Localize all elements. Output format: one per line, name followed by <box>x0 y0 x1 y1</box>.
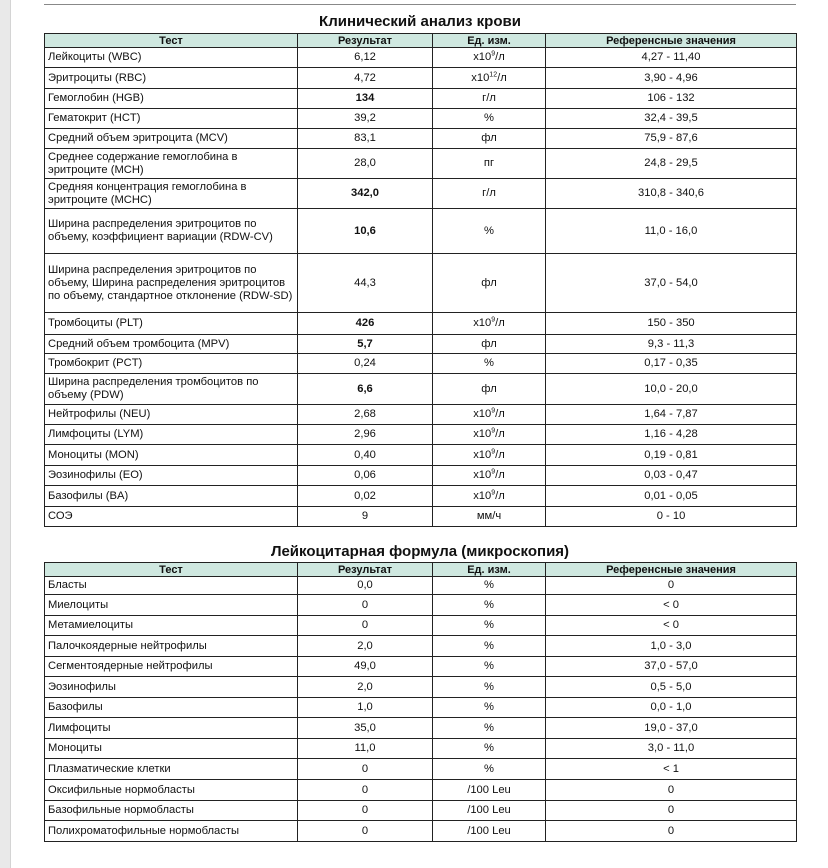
reference-range: 0 - 10 <box>546 507 797 527</box>
result-value: 0 <box>298 595 433 616</box>
table-row <box>45 129 797 149</box>
reference-range: 1,16 - 4,28 <box>546 425 797 445</box>
test-name: Эозинофилы (EO) <box>45 466 298 486</box>
result-value: 134 <box>298 89 433 109</box>
leukogram-table <box>44 562 797 842</box>
reference-range: 3,90 - 4,96 <box>546 68 797 89</box>
unit-tail: /л <box>497 71 507 84</box>
unit <box>433 405 546 425</box>
unit-base: % <box>484 357 494 369</box>
table-row <box>45 718 797 739</box>
result-value: 0 <box>298 616 433 636</box>
result-value: 0,02 <box>298 486 433 507</box>
result-value: 49,0 <box>298 657 433 677</box>
table-row <box>45 313 797 335</box>
result-value: 6,6 <box>298 374 433 405</box>
reference-range: 1,0 - 3,0 <box>546 636 797 657</box>
test-name: Базофильные нормобласты <box>45 801 298 821</box>
test-name: СОЭ <box>45 507 298 527</box>
result-value: 0 <box>298 759 433 780</box>
reference-range: 4,27 - 11,40 <box>546 48 797 68</box>
test-name: Ширина распределения эритроцитов по объему, коэффициент вариации (RDW-CV) <box>45 209 298 254</box>
unit <box>433 425 546 445</box>
test-name: Бласты <box>45 577 298 595</box>
header-result: Результат <box>298 563 433 577</box>
test-name: Полихроматофильные нормобласты <box>45 821 298 842</box>
result-value: 44,3 <box>298 254 433 313</box>
result-value: 2,96 <box>298 425 433 445</box>
reference-range: < 0 <box>546 595 797 616</box>
unit-base: /100 Leu <box>467 783 511 796</box>
section-title-leukogram: Лейкоцитарная формула (микроскопия) <box>270 543 570 560</box>
unit <box>433 354 546 374</box>
result-value: 35,0 <box>298 718 433 739</box>
unit <box>433 486 546 507</box>
result-value: 11,0 <box>298 739 433 759</box>
unit <box>433 698 546 718</box>
test-name: Нейтрофилы (NEU) <box>45 405 298 425</box>
test-name: Средний объем тромбоцита (MPV) <box>45 335 298 354</box>
reference-range: 0 <box>546 821 797 842</box>
unit <box>433 89 546 109</box>
reference-range: 0,0 - 1,0 <box>546 698 797 718</box>
header-test: Тест <box>45 563 298 577</box>
table-row <box>45 739 797 759</box>
test-name: Оксифильные нормобласты <box>45 780 298 801</box>
unit-exponent: 9 <box>491 447 496 455</box>
unit <box>433 68 546 89</box>
reference-range: 24,8 - 29,5 <box>546 149 797 179</box>
test-name: Гематокрит (HCT) <box>45 109 298 129</box>
table-row <box>45 89 797 109</box>
unit <box>433 821 546 842</box>
section-title-cbc: Клинический анализ крови <box>319 13 521 30</box>
unit-base: /100 Leu <box>467 804 511 816</box>
reference-range: 9,3 - 11,3 <box>546 335 797 354</box>
unit-tail: /л <box>495 317 505 329</box>
unit-exponent: 9 <box>491 50 496 58</box>
result-value: 1,0 <box>298 698 433 718</box>
result-value: 83,1 <box>298 129 433 149</box>
test-name: Гемоглобин (HGB) <box>45 89 298 109</box>
result-value: 2,68 <box>298 405 433 425</box>
header-reference: Референсные значения <box>546 34 797 48</box>
unit-base: % <box>484 639 494 652</box>
unit <box>433 335 546 354</box>
unit <box>433 677 546 698</box>
unit-base: пг <box>483 157 495 169</box>
result-value: 0,40 <box>298 445 433 466</box>
unit-base: % <box>484 680 494 693</box>
unit-base: % <box>484 742 494 754</box>
reference-range: < 1 <box>546 759 797 780</box>
unit-base: x10 <box>473 51 492 63</box>
unit <box>433 48 546 68</box>
unit-base: % <box>484 762 494 775</box>
result-value: 0,06 <box>298 466 433 486</box>
test-name: Среднее содержание гемоглобина в эритроците (MCH) <box>45 149 298 179</box>
table-row <box>45 486 797 507</box>
unit-base: % <box>484 579 494 591</box>
unit-base: /100 Leu <box>467 824 511 837</box>
reference-range: 0,19 - 0,81 <box>546 445 797 466</box>
unit-tail: /л <box>495 448 505 461</box>
table-row <box>45 254 797 313</box>
result-value: 0 <box>298 801 433 821</box>
unit <box>433 780 546 801</box>
unit <box>433 718 546 739</box>
unit <box>433 179 546 209</box>
test-name: Средний объем эритроцита (MCV) <box>45 129 298 149</box>
reference-range: 32,4 - 39,5 <box>546 109 797 129</box>
unit <box>433 636 546 657</box>
unit-base: % <box>484 660 494 672</box>
test-name: Миелоциты <box>45 595 298 616</box>
unit-base: фл <box>481 382 497 395</box>
table-row <box>45 821 797 842</box>
result-value: 0,0 <box>298 577 433 595</box>
test-name: Лейкоциты (WBC) <box>45 48 298 68</box>
reference-range: 106 - 132 <box>546 89 797 109</box>
unit-base: x10 <box>473 489 492 502</box>
unit-exponent: 9 <box>491 407 496 415</box>
unit-base: г/л <box>482 92 496 104</box>
test-name: Лимфоциты (LYM) <box>45 425 298 445</box>
table-row <box>45 354 797 374</box>
reference-range: 3,0 - 11,0 <box>546 739 797 759</box>
table-row <box>45 445 797 466</box>
result-value: 10,6 <box>298 209 433 254</box>
unit-base: % <box>484 721 494 734</box>
unit-tail: /л <box>495 51 505 63</box>
reference-range: 10,0 - 20,0 <box>546 374 797 405</box>
test-name: Базофилы <box>45 698 298 718</box>
cbc-table <box>44 33 797 527</box>
table-row <box>45 374 797 405</box>
unit-exponent: 9 <box>491 427 496 435</box>
table-row <box>45 466 797 486</box>
unit-exponent: 9 <box>491 468 496 476</box>
reference-range: 0 <box>546 780 797 801</box>
unit-base: г/л <box>482 187 496 199</box>
unit <box>433 254 546 313</box>
unit-tail: /л <box>495 408 505 420</box>
reference-range: 0,5 - 5,0 <box>546 677 797 698</box>
table-row <box>45 405 797 425</box>
unit-base: % <box>484 701 494 713</box>
unit-base: x10 <box>473 469 492 481</box>
unit-tail: /л <box>495 489 505 502</box>
header-unit: Ед. изм. <box>433 34 546 48</box>
unit <box>433 577 546 595</box>
unit-tail: /л <box>495 428 505 440</box>
unit <box>433 466 546 486</box>
reference-range: 310,8 - 340,6 <box>546 179 797 209</box>
table-row <box>45 616 797 636</box>
reference-range: 19,0 - 37,0 <box>546 718 797 739</box>
unit-base: x10 <box>473 408 492 420</box>
header-result: Результат <box>298 34 433 48</box>
header-unit: Ед. изм. <box>433 563 546 577</box>
top-rule <box>44 4 796 5</box>
reference-range: 11,0 - 16,0 <box>546 209 797 254</box>
unit-base: % <box>484 619 494 631</box>
table-row <box>45 759 797 780</box>
table-row <box>45 698 797 718</box>
reference-range: < 0 <box>546 616 797 636</box>
unit <box>433 759 546 780</box>
table-row <box>45 149 797 179</box>
test-name: Моноциты <box>45 739 298 759</box>
test-name: Базофилы (BA) <box>45 486 298 507</box>
result-value: 28,0 <box>298 149 433 179</box>
result-value: 5,7 <box>298 335 433 354</box>
reference-range: 0,17 - 0,35 <box>546 354 797 374</box>
reference-range: 37,0 - 57,0 <box>546 657 797 677</box>
unit <box>433 313 546 335</box>
unit <box>433 507 546 527</box>
result-value: 0,24 <box>298 354 433 374</box>
reference-range: 37,0 - 54,0 <box>546 254 797 313</box>
test-name: Ширина распределения тромбоцитов по объему (PDW) <box>45 374 298 405</box>
unit <box>433 374 546 405</box>
result-value: 39,2 <box>298 109 433 129</box>
reference-range: 0 <box>546 577 797 595</box>
unit-base: % <box>484 598 494 611</box>
result-value: 2,0 <box>298 636 433 657</box>
unit-base: x10 <box>473 317 492 329</box>
table-row <box>45 657 797 677</box>
reference-range: 150 - 350 <box>546 313 797 335</box>
test-name: Тромбоциты (PLT) <box>45 313 298 335</box>
page-edge <box>0 0 11 868</box>
table-row <box>45 677 797 698</box>
unit <box>433 657 546 677</box>
unit <box>433 739 546 759</box>
result-value: 0 <box>298 821 433 842</box>
test-name: Эритроциты (RBC) <box>45 68 298 89</box>
unit-exponent: 9 <box>491 316 496 324</box>
table-row <box>45 179 797 209</box>
unit-base: x10 <box>471 71 490 84</box>
unit <box>433 445 546 466</box>
table-row <box>45 801 797 821</box>
unit <box>433 129 546 149</box>
table-row <box>45 109 797 129</box>
result-value: 2,0 <box>298 677 433 698</box>
table-row <box>45 595 797 616</box>
leukogram-table-header <box>45 563 797 577</box>
unit-base: % <box>484 112 494 124</box>
table-row <box>45 425 797 445</box>
unit-base: фл <box>481 337 497 350</box>
test-name: Моноциты (MON) <box>45 445 298 466</box>
reference-range: 0,03 - 0,47 <box>546 466 797 486</box>
unit <box>433 595 546 616</box>
table-row <box>45 209 797 254</box>
unit <box>433 801 546 821</box>
unit-base: x10 <box>473 448 492 461</box>
header-reference: Референсные значения <box>546 563 797 577</box>
table-row <box>45 577 797 595</box>
unit-base: % <box>484 224 494 237</box>
unit-exponent: 9 <box>491 488 496 496</box>
unit <box>433 109 546 129</box>
test-name: Сегментоядерные нейтрофилы <box>45 657 298 677</box>
reference-range: 75,9 - 87,6 <box>546 129 797 149</box>
reference-range: 1,64 - 7,87 <box>546 405 797 425</box>
table-row <box>45 780 797 801</box>
unit <box>433 209 546 254</box>
test-name: Лимфоциты <box>45 718 298 739</box>
unit-base: мм/ч <box>476 510 502 522</box>
table-row <box>45 507 797 527</box>
reference-range: 0 <box>546 801 797 821</box>
unit <box>433 149 546 179</box>
cbc-table-header <box>45 34 797 48</box>
unit-base: фл <box>481 276 497 289</box>
unit-base: фл <box>481 132 497 144</box>
result-value: 9 <box>298 507 433 527</box>
test-name: Эозинофилы <box>45 677 298 698</box>
reference-range: 0,01 - 0,05 <box>546 486 797 507</box>
result-value: 426 <box>298 313 433 335</box>
test-name: Метамиелоциты <box>45 616 298 636</box>
table-row <box>45 68 797 89</box>
unit <box>433 616 546 636</box>
header-test: Тест <box>45 34 298 48</box>
test-name: Средняя концентрация гемоглобина в эритроците (MCHC) <box>45 179 298 209</box>
table-row <box>45 636 797 657</box>
unit-base: x10 <box>473 428 492 440</box>
unit-tail: /л <box>495 469 505 481</box>
result-value: 342,0 <box>298 179 433 209</box>
result-value: 4,72 <box>298 68 433 89</box>
result-value: 6,12 <box>298 48 433 68</box>
table-row <box>45 48 797 68</box>
table-row <box>45 335 797 354</box>
test-name: Тромбокрит (PCT) <box>45 354 298 374</box>
test-name: Ширина распределения эритроцитов по объему, Ширина распределения эритроцитов по объему, стандартное отклонение (RDW-SD) <box>45 254 298 313</box>
unit-exponent: 12 <box>489 70 498 78</box>
test-name: Плазматические клетки <box>45 759 298 780</box>
test-name: Палочкоядерные нейтрофилы <box>45 636 298 657</box>
result-value: 0 <box>298 780 433 801</box>
